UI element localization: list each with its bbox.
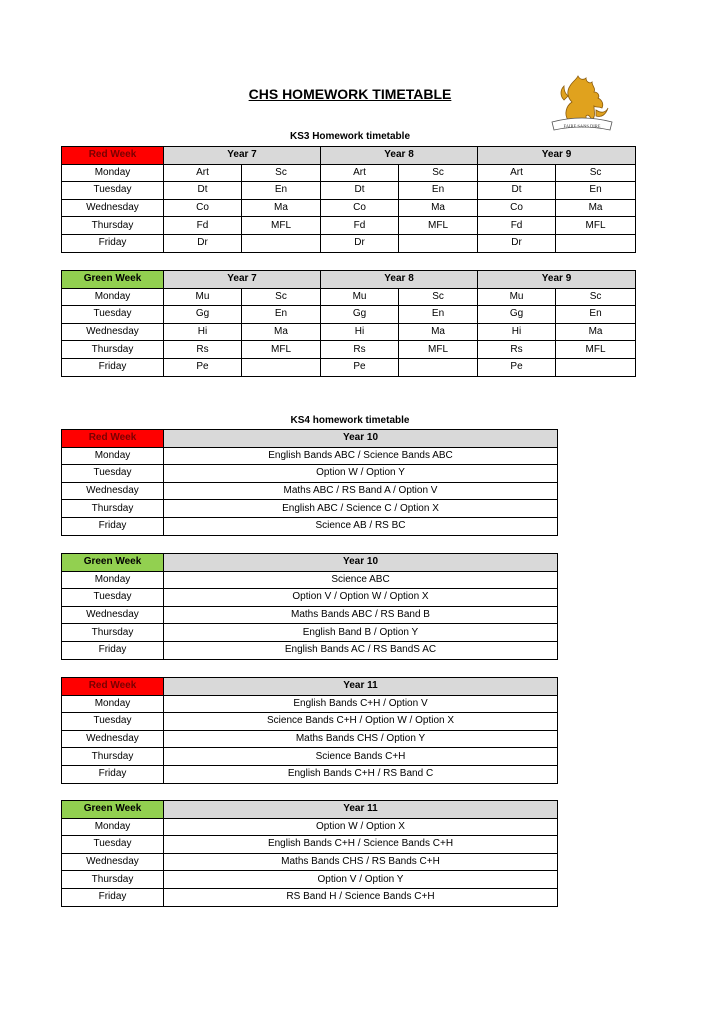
subject-cell: Dr xyxy=(164,234,242,252)
table-row xyxy=(62,624,558,642)
subject-cell: Maths Bands CHS / RS Bands C+H xyxy=(164,853,558,871)
year-header: Year 11 xyxy=(164,678,558,696)
day-cell: Wednesday xyxy=(62,853,164,871)
subject-cell: Dt xyxy=(478,182,556,200)
subject-cell: Sc xyxy=(242,288,321,306)
table-row xyxy=(62,217,636,235)
page-title: CHS HOMEWORK TIMETABLE xyxy=(248,86,452,102)
table-row xyxy=(62,517,558,535)
table-row xyxy=(62,713,558,731)
day-cell: Monday xyxy=(62,695,164,713)
subject-cell: Pe xyxy=(164,358,242,376)
subject-cell: Option W / Option Y xyxy=(164,465,558,483)
day-cell: Wednesday xyxy=(62,730,164,748)
subject-cell: Ma xyxy=(399,323,478,341)
year-header: Year 11 xyxy=(164,801,558,819)
subject-cell: Hi xyxy=(164,323,242,341)
table-row xyxy=(62,341,636,359)
day-cell: Wednesday xyxy=(62,323,164,341)
day-cell: Tuesday xyxy=(62,306,164,324)
subject-cell: MFL xyxy=(556,217,636,235)
ks4-caption: KS4 homework timetable xyxy=(290,415,410,426)
day-cell: Monday xyxy=(62,818,164,836)
subject-cell: Art xyxy=(164,164,242,182)
table-row xyxy=(62,589,558,607)
subject-cell: Gg xyxy=(478,306,556,324)
table-row xyxy=(62,818,558,836)
subject-cell: Rs xyxy=(164,341,242,359)
table-row xyxy=(62,765,558,783)
table-row xyxy=(62,199,636,217)
subject-cell: MFL xyxy=(242,217,321,235)
year-header: Year 7 xyxy=(164,271,321,289)
subject-cell: En xyxy=(399,182,478,200)
ks4-green-week-year11-table xyxy=(61,800,558,907)
subject-cell: RS Band H / Science Bands C+H xyxy=(164,888,558,906)
subject-cell: Sc xyxy=(556,288,636,306)
subject-cell: Co xyxy=(478,199,556,217)
subject-cell: En xyxy=(399,306,478,324)
day-cell: Tuesday xyxy=(62,713,164,731)
subject-cell: Pe xyxy=(478,358,556,376)
table-row xyxy=(62,606,558,624)
subject-cell: English Band B / Option Y xyxy=(164,624,558,642)
subject-cell: Ma xyxy=(242,199,321,217)
subject-cell: English Bands C+H / RS Band C xyxy=(164,765,558,783)
subject-cell: Art xyxy=(321,164,399,182)
day-cell: Friday xyxy=(62,358,164,376)
subject-cell xyxy=(242,234,321,252)
subject-cell: Mu xyxy=(164,288,242,306)
table-row xyxy=(62,447,558,465)
day-cell: Tuesday xyxy=(62,182,164,200)
ks3-green-week-table xyxy=(61,270,636,377)
table-row xyxy=(62,641,558,659)
subject-cell: Pe xyxy=(321,358,399,376)
year-header: Year 10 xyxy=(164,430,558,448)
table-row xyxy=(62,748,558,766)
subject-cell: English Bands C+H / Option V xyxy=(164,695,558,713)
year-header: Year 9 xyxy=(478,147,636,165)
year-header: Year 8 xyxy=(321,271,478,289)
subject-cell: Dt xyxy=(321,182,399,200)
week-label: Red Week xyxy=(62,147,164,165)
subject-cell: Science Bands C+H / Option W / Option X xyxy=(164,713,558,731)
subject-cell xyxy=(242,358,321,376)
crest-motto: FAIRE SANS DIRE xyxy=(563,123,601,129)
day-cell: Thursday xyxy=(62,500,164,518)
subject-cell: Maths ABC / RS Band A / Option V xyxy=(164,482,558,500)
year-header: Year 8 xyxy=(321,147,478,165)
subject-cell: Dr xyxy=(478,234,556,252)
rampant-lion-crest-icon xyxy=(546,70,618,136)
subject-cell: Ma xyxy=(242,323,321,341)
table-row xyxy=(62,234,636,252)
subject-cell xyxy=(399,234,478,252)
ks4-red-week-year10-table xyxy=(61,429,558,536)
subject-cell: Hi xyxy=(478,323,556,341)
subject-cell: Hi xyxy=(321,323,399,341)
day-cell: Monday xyxy=(62,447,164,465)
table-row xyxy=(62,465,558,483)
subject-cell: Maths Bands CHS / Option Y xyxy=(164,730,558,748)
day-cell: Thursday xyxy=(62,624,164,642)
subject-cell: Mu xyxy=(478,288,556,306)
subject-cell xyxy=(399,358,478,376)
subject-cell: En xyxy=(242,306,321,324)
day-cell: Friday xyxy=(62,888,164,906)
day-cell: Friday xyxy=(62,234,164,252)
table-row xyxy=(62,853,558,871)
day-cell: Monday xyxy=(62,164,164,182)
day-cell: Friday xyxy=(62,765,164,783)
subject-cell: Sc xyxy=(242,164,321,182)
week-label: Red Week xyxy=(62,430,164,448)
subject-cell: Rs xyxy=(478,341,556,359)
table-row xyxy=(62,323,636,341)
year-header: Year 10 xyxy=(164,554,558,572)
subject-cell: Fd xyxy=(478,217,556,235)
subject-cell: Art xyxy=(478,164,556,182)
subject-cell: Ma xyxy=(556,199,636,217)
subject-cell xyxy=(556,358,636,376)
subject-cell: English Bands AC / RS BandS AC xyxy=(164,641,558,659)
subject-cell: English Bands ABC / Science Bands ABC xyxy=(164,447,558,465)
table-row xyxy=(62,306,636,324)
day-cell: Thursday xyxy=(62,748,164,766)
table-row xyxy=(62,500,558,518)
subject-cell: Fd xyxy=(321,217,399,235)
subject-cell: En xyxy=(556,306,636,324)
subject-cell: Ma xyxy=(399,199,478,217)
table-row xyxy=(62,358,636,376)
ks4-red-week-year11-table xyxy=(61,677,558,784)
ks4-green-week-year10-table xyxy=(61,553,558,660)
subject-cell: Ma xyxy=(556,323,636,341)
subject-cell: Mu xyxy=(321,288,399,306)
subject-cell: Rs xyxy=(321,341,399,359)
day-cell: Monday xyxy=(62,571,164,589)
day-cell: Tuesday xyxy=(62,836,164,854)
subject-cell: Gg xyxy=(164,306,242,324)
subject-cell: Science AB / RS BC xyxy=(164,517,558,535)
subject-cell: MFL xyxy=(556,341,636,359)
subject-cell: Sc xyxy=(399,164,478,182)
week-label: Green Week xyxy=(62,271,164,289)
subject-cell: Option W / Option X xyxy=(164,818,558,836)
subject-cell: Science Bands C+H xyxy=(164,748,558,766)
year-header: Year 9 xyxy=(478,271,636,289)
table-row xyxy=(62,288,636,306)
day-cell: Wednesday xyxy=(62,199,164,217)
subject-cell: Option V / Option W / Option X xyxy=(164,589,558,607)
table-row xyxy=(62,182,636,200)
table-row xyxy=(62,482,558,500)
day-cell: Monday xyxy=(62,288,164,306)
subject-cell: Sc xyxy=(399,288,478,306)
subject-cell: English ABC / Science C / Option X xyxy=(164,500,558,518)
subject-cell: MFL xyxy=(399,217,478,235)
week-label: Green Week xyxy=(62,554,164,572)
table-row xyxy=(62,571,558,589)
subject-cell: Co xyxy=(164,199,242,217)
subject-cell: Maths Bands ABC / RS Band B xyxy=(164,606,558,624)
subject-cell: MFL xyxy=(242,341,321,359)
table-row xyxy=(62,695,558,713)
subject-cell: Dr xyxy=(321,234,399,252)
day-cell: Wednesday xyxy=(62,606,164,624)
subject-cell: En xyxy=(556,182,636,200)
ks3-red-week-table xyxy=(61,146,636,253)
subject-cell: Science ABC xyxy=(164,571,558,589)
year-header: Year 7 xyxy=(164,147,321,165)
day-cell: Tuesday xyxy=(62,465,164,483)
table-row xyxy=(62,730,558,748)
subject-cell: Fd xyxy=(164,217,242,235)
week-label: Red Week xyxy=(62,678,164,696)
day-cell: Thursday xyxy=(62,341,164,359)
day-cell: Friday xyxy=(62,517,164,535)
subject-cell: English Bands C+H / Science Bands C+H xyxy=(164,836,558,854)
ks3-caption: KS3 Homework timetable xyxy=(289,131,411,142)
day-cell: Friday xyxy=(62,641,164,659)
subject-cell xyxy=(556,234,636,252)
table-row xyxy=(62,888,558,906)
day-cell: Wednesday xyxy=(62,482,164,500)
day-cell: Thursday xyxy=(62,871,164,889)
subject-cell: Gg xyxy=(321,306,399,324)
day-cell: Thursday xyxy=(62,217,164,235)
subject-cell: Co xyxy=(321,199,399,217)
subject-cell: MFL xyxy=(399,341,478,359)
week-label: Green Week xyxy=(62,801,164,819)
table-row xyxy=(62,164,636,182)
subject-cell: Option V / Option Y xyxy=(164,871,558,889)
subject-cell: Sc xyxy=(556,164,636,182)
day-cell: Tuesday xyxy=(62,589,164,607)
table-row xyxy=(62,836,558,854)
table-row xyxy=(62,871,558,889)
subject-cell: En xyxy=(242,182,321,200)
subject-cell: Dt xyxy=(164,182,242,200)
